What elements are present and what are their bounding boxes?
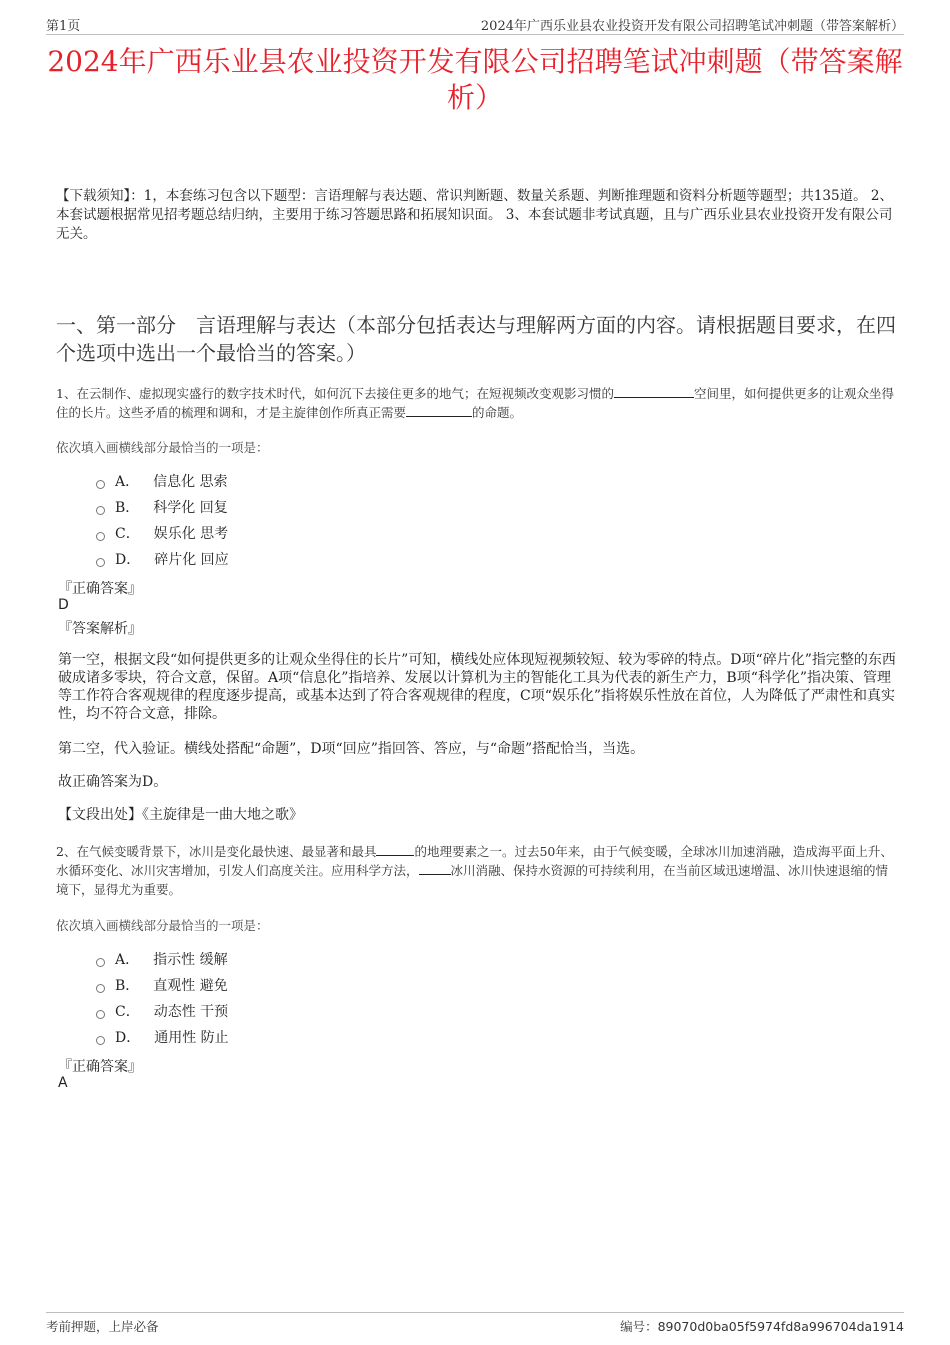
correct-answer: A bbox=[58, 1075, 68, 1091]
question-1-prompt: 依次填入画横线部分最恰当的一项是： bbox=[56, 440, 269, 455]
blank-2 bbox=[419, 862, 451, 875]
option-b[interactable]: B． 直观性 避免 bbox=[96, 972, 229, 998]
question-2-prompt: 依次填入画横线部分最恰当的一项是： bbox=[56, 918, 269, 933]
question-1-part3: 的命题。 bbox=[472, 405, 523, 420]
footer-slogan: 考前押题，上岸必备 bbox=[46, 1319, 159, 1334]
radio-icon[interactable] bbox=[96, 558, 105, 567]
blank-2 bbox=[406, 404, 472, 417]
question-2-part2: 的地理要素之一。过去50年来，由于气候变暖，全球冰川加速消融，造成海平面上升、水循环变化、冰川灾害增加，引发人们高度关注。应用科学方法， bbox=[56, 844, 893, 878]
option-c[interactable]: C． 动态性 干预 bbox=[96, 998, 229, 1024]
analysis-paragraph-2: 第二空，代入验证。横线处搭配“命题”，D项“回应”指回答、答应，与“命题”搭配恰当，当选。 bbox=[58, 741, 645, 757]
blank-1 bbox=[614, 385, 694, 398]
option-d[interactable]: D． 通用性 防止 bbox=[96, 1024, 229, 1050]
analysis-paragraph-3: 故正确答案为D。 bbox=[58, 774, 168, 790]
document-title: 2024年广西乐业县农业投资开发有限公司招聘笔试冲刺题（带答案解析） bbox=[47, 45, 903, 114]
radio-icon[interactable] bbox=[96, 1036, 105, 1045]
radio-icon[interactable] bbox=[96, 984, 105, 993]
question-2-part1: 2、在气候变暖背景下，冰川是变化最快速、最显著和最具 bbox=[56, 844, 377, 859]
question-1-part2: 空间里，如何提供更多的让观众坐得住的长片。这些矛盾的梳理和调和，才是主旋律创作所真正需要 bbox=[56, 386, 894, 420]
option-d[interactable]: D． 碎片化 回应 bbox=[96, 546, 229, 572]
blank-1 bbox=[376, 843, 414, 856]
question-1-part1: 1、在云制作、虚拟现实盛行的数字技术时代，如何沉下去接住更多的地气；在短视频改变观影习惯的 bbox=[56, 386, 614, 401]
page-header bbox=[46, 14, 904, 35]
option-a[interactable]: A． 指示性 缓解 bbox=[96, 946, 229, 972]
page-number: 第1页 bbox=[46, 19, 81, 34]
header-doc-title: 2024年广西乐业县农业投资开发有限公司招聘笔试冲刺题（带答案解析） bbox=[480, 19, 904, 34]
radio-icon[interactable] bbox=[96, 532, 105, 541]
correct-answer: D bbox=[58, 597, 69, 613]
option-b[interactable]: B． 科学化 回复 bbox=[96, 494, 229, 520]
correct-answer-label: 『正确答案』 bbox=[58, 1059, 142, 1075]
correct-answer-label: 『正确答案』 bbox=[58, 581, 142, 597]
radio-icon[interactable] bbox=[96, 1010, 105, 1019]
question-1-options bbox=[96, 468, 229, 572]
question-2-text bbox=[56, 842, 900, 899]
question-2-part3: 冰川消融、保持水资源的可持续利用，在当前区域迅速增温、冰川快速退缩的情境下，显得尤为重要。 bbox=[56, 863, 889, 897]
question-1-text bbox=[56, 384, 900, 422]
analysis-paragraph-1: 第一空，根据文段“如何提供更多的让观众坐得住的长片”可知，横线处应体现短视频较短、较为零碎的特点。D项“碎片化”指完整的东西破成诸多零块，符合文意，保留。A项“信息化”指培养、发展以计算机为主的智能化工具为代表的新生产力，B项“科学化”指决策、管理等工作符合客观规律的程度逐步提高，或基本达到了符合客观规律的程度，C项“娱乐化”指将娱乐性放在首位，人为降低了严肃性和真实性，均不符合文意，排除。 bbox=[58, 652, 896, 722]
source-citation: 【文段出处】《主旋律是一曲大地之歌》 bbox=[58, 807, 303, 823]
question-2-options bbox=[96, 946, 229, 1050]
download-notice: 【下载须知】：1，本套练习包含以下题型：言语理解与表达题、常识判断题、数量关系题、判断推理题和资料分析题等题型；共135道。 2、本套试题根据常见招考题总结归纳，主要用于练习答题思路和拓展知识面。 3、本套试题非考试真题，且与广西乐业县农业投资开发有限公司无关。 bbox=[56, 188, 893, 242]
analysis-label: 『答案解析』 bbox=[58, 621, 142, 637]
option-c[interactable]: C． 娱乐化 思考 bbox=[96, 520, 229, 546]
radio-icon[interactable] bbox=[96, 506, 105, 515]
radio-icon[interactable] bbox=[96, 480, 105, 489]
option-a[interactable]: A． 信息化 思索 bbox=[96, 468, 229, 494]
document-id: 编号：89070d0ba05f5974fd8a996704da1914 bbox=[620, 1319, 904, 1334]
radio-icon[interactable] bbox=[96, 958, 105, 967]
page-footer bbox=[46, 1312, 904, 1333]
section-heading: 一、第一部分 言语理解与表达（本部分包括表达与理解两方面的内容。请根据题目要求，在四个选项中选出一个最恰当的答案。） bbox=[56, 313, 896, 365]
